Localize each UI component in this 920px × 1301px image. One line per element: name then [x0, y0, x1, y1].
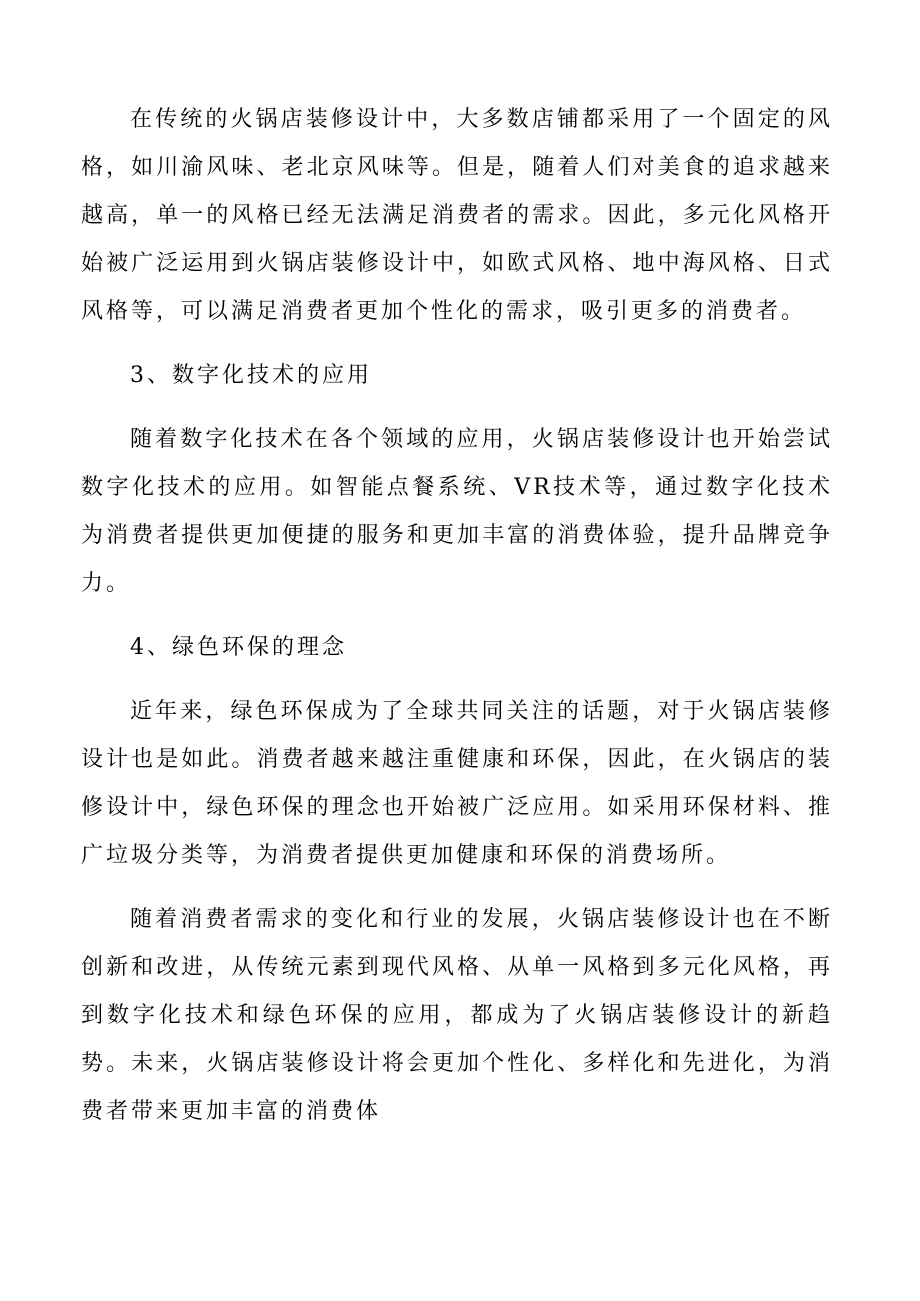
paragraph-digital-technology: 随着数字化技术在各个领域的应用，火锅店装修设计也开始尝试数字化技术的应用。如智能点餐系统、VR技术等，通过数字化技术为消费者提供更加便捷的服务和更加丰富的消费体验，提升品牌竞争力。	[81, 427, 833, 596]
document-body	[81, 96, 833, 1152]
paragraph-future-trends: 随着消费者需求的变化和行业的发展，火锅店装修设计也在不断创新和改进，从传统元素到现代风格、从单一风格到多元化风格，再到数字化技术和绿色环保的应用，都成为了火锅店装修设计的新趋势。未来，火锅店装修设计将会更加个性化、多样化和先进化，为消费者带来更加丰富的消费体	[81, 907, 833, 1124]
heading-digital-technology: 3、数字化技术的应用	[130, 363, 372, 388]
heading-green-environment: 4、绿色环保的理念	[130, 635, 347, 660]
paragraph-green-environment: 近年来，绿色环保成为了全球共同关注的话题，对于火锅店装修设计也是如此。消费者越来越注重健康和环保，因此，在火锅店的装修设计中，绿色环保的理念也开始被广泛应用。如采用环保材料、推广垃圾分类等，为消费者提供更加健康和环保的消费场所。	[81, 699, 833, 868]
paragraph-style-diversification: 在传统的火锅店装修设计中，大多数店铺都采用了一个固定的风格，如川渝风味、老北京风味等。但是，随着人们对美食的追求越来越高，单一的风格已经无法满足消费者的需求。因此，多元化风格开始被广泛运用到火锅店装修设计中，如欧式风格、地中海风格、日式风格等，可以满足消费者更加个性化的需求，吸引更多的消费者。	[81, 107, 833, 324]
